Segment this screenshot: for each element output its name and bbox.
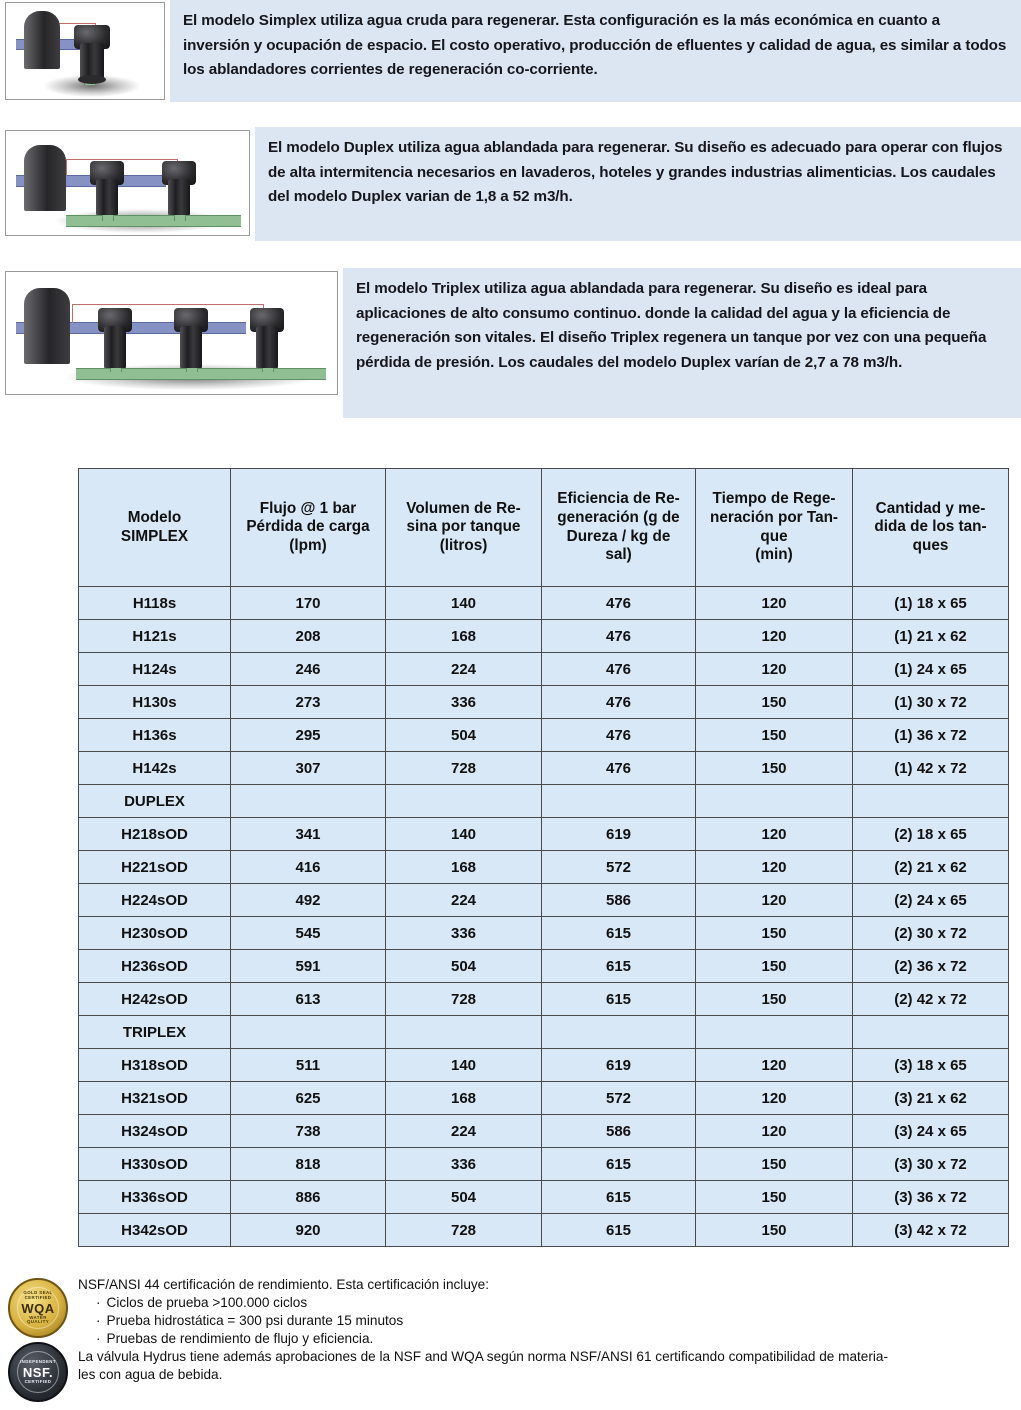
table-empty-cell [231, 785, 386, 818]
table-cell: 168 [386, 1082, 542, 1115]
table-cell-model: H242sOD [79, 983, 231, 1016]
column-header-model: Modelo SIMPLEX [79, 469, 231, 587]
table-cell-model: H321sOD [79, 1082, 231, 1115]
table-cell: 170 [231, 587, 386, 620]
tank-base [78, 75, 106, 84]
table-row [79, 1148, 1009, 1181]
table-cell: 476 [542, 587, 696, 620]
table-cell: (2) 42 x 72 [853, 983, 1009, 1016]
table-cell: 476 [542, 686, 696, 719]
table-cell: 120 [696, 1049, 853, 1082]
table-row [79, 818, 1009, 851]
table-empty-cell [231, 1016, 386, 1049]
table-cell: (2) 30 x 72 [853, 917, 1009, 950]
table-cell: 336 [386, 1148, 542, 1181]
resin-tank-1 [104, 326, 126, 368]
table-cell-model: H221sOD [79, 851, 231, 884]
specifications-table-container [78, 468, 1008, 1247]
table-cell: 625 [231, 1082, 386, 1115]
table-empty-cell [853, 1016, 1009, 1049]
table-empty-cell [542, 1016, 696, 1049]
table-cell: 224 [386, 653, 542, 686]
certification-bullet-3: · Pruebas de rendimiento de flujo y eficiencia. [96, 1331, 374, 1347]
table-cell-model: H142s [79, 752, 231, 785]
table-cell: 150 [696, 686, 853, 719]
table-cell: (2) 36 x 72 [853, 950, 1009, 983]
table-cell: 615 [542, 917, 696, 950]
table-cell: 168 [386, 620, 542, 653]
certification-closing-line-2: les con agua de bebida. [78, 1367, 223, 1383]
table-cell: (1) 30 x 72 [853, 686, 1009, 719]
table-cell: 476 [542, 719, 696, 752]
table-row [79, 587, 1009, 620]
certification-footer [0, 1276, 1021, 1406]
table-cell: 150 [696, 1214, 853, 1247]
simplex-description: El modelo Simplex utiliza agua cruda para regenerar. Esta configuración es la más económica en cuanto a inversión y ocupación de espacio. El costo operativo, producción de efluentes y calidad de agua, es similar a todos los ablandadores corrientes de regeneración co-corriente. [170, 0, 1021, 102]
table-cell: 336 [386, 917, 542, 950]
table-cell: 619 [542, 1049, 696, 1082]
certification-text [78, 1276, 1008, 1384]
duplex-description: El modelo Duplex utiliza agua ablandada para regenerar. Su diseño es adecuado para operar con flujos de alta intermitencia necesarios en lavaderos, hoteles y grandes industrias alimenticias. Los caudales del modelo Duplex varian de 1,8 a 52 m3/h. [255, 127, 1021, 241]
table-empty-cell [696, 1016, 853, 1049]
table-cell: 120 [696, 587, 853, 620]
column-header-regeneration-time: Tiempo de Rege- neración por Tan- que (min) [696, 469, 853, 587]
table-cell: 476 [542, 752, 696, 785]
table-cell: 591 [231, 950, 386, 983]
table-cell: 224 [386, 1115, 542, 1148]
table-cell-model: H318sOD [79, 1049, 231, 1082]
table-cell: (2) 18 x 65 [853, 818, 1009, 851]
table-cell: 738 [231, 1115, 386, 1148]
table-cell-model: H330sOD [79, 1148, 231, 1181]
simplex-illustration-canvas [6, 3, 164, 99]
table-cell: 615 [542, 1214, 696, 1247]
table-cell: 572 [542, 1082, 696, 1115]
table-cell: 208 [231, 620, 386, 653]
table-cell: 150 [696, 950, 853, 983]
table-cell: 120 [696, 1115, 853, 1148]
table-group-label: DUPLEX [79, 785, 231, 818]
table-cell: 273 [231, 686, 386, 719]
table-header [79, 469, 1009, 587]
table-cell-model: H218sOD [79, 818, 231, 851]
table-cell: (3) 24 x 65 [853, 1115, 1009, 1148]
nsf-certified-seal-icon: INDEPENDENT NSF. CERTIFIED [8, 1342, 68, 1402]
table-cell: 728 [386, 1214, 542, 1247]
table-group-row [79, 785, 1009, 818]
brine-tank [24, 145, 66, 211]
table-row [79, 1214, 1009, 1247]
table-cell: 120 [696, 653, 853, 686]
table-row [79, 917, 1009, 950]
table-cell: 728 [386, 752, 542, 785]
table-row [79, 620, 1009, 653]
table-cell: 613 [231, 983, 386, 1016]
certification-bullet-2: · Prueba hidrostática = 300 psi durante 15 minutos [96, 1313, 404, 1329]
resin-tank-3 [256, 326, 278, 368]
certification-bullet-1: · Ciclos de prueba >100.000 ciclos [96, 1295, 308, 1311]
triplex-softener-illustration [5, 271, 338, 395]
intro-block-triplex [0, 268, 1021, 418]
table-cell-model: H130s [79, 686, 231, 719]
table-cell-model: H118s [79, 587, 231, 620]
table-cell: 511 [231, 1049, 386, 1082]
triplex-illustration-canvas [6, 272, 337, 394]
column-header-tank-quantity-size: Cantidad y me- dida de los tan- ques [853, 469, 1009, 587]
table-row [79, 983, 1009, 1016]
table-empty-cell [696, 785, 853, 818]
table-cell: 586 [542, 884, 696, 917]
table-cell: (3) 42 x 72 [853, 1214, 1009, 1247]
table-cell-model: H224sOD [79, 884, 231, 917]
table-cell-model: H121s [79, 620, 231, 653]
table-header-row [79, 469, 1009, 587]
table-cell-model: H324sOD [79, 1115, 231, 1148]
resin-tank-2 [180, 326, 202, 368]
table-cell: 615 [542, 1148, 696, 1181]
table-cell: 416 [231, 851, 386, 884]
table-cell: 120 [696, 884, 853, 917]
table-row [79, 1082, 1009, 1115]
table-row [79, 1115, 1009, 1148]
certification-seals [8, 1278, 72, 1406]
table-body [79, 587, 1009, 1247]
table-cell: 619 [542, 818, 696, 851]
table-cell: (1) 24 x 65 [853, 653, 1009, 686]
table-cell: 140 [386, 1049, 542, 1082]
table-cell-model: H342sOD [79, 1214, 231, 1247]
table-group-label: TRIPLEX [79, 1016, 231, 1049]
brine-tank [24, 11, 60, 69]
resin-tank-2 [168, 179, 190, 215]
table-cell: 545 [231, 917, 386, 950]
table-row [79, 752, 1009, 785]
table-row [79, 950, 1009, 983]
table-cell: 341 [231, 818, 386, 851]
column-header-flow: Flujo @ 1 bar Pérdida de carga (lpm) [231, 469, 386, 587]
table-row [79, 653, 1009, 686]
table-cell: 476 [542, 620, 696, 653]
table-cell: 150 [696, 719, 853, 752]
table-cell: 504 [386, 1181, 542, 1214]
outlet-header [66, 215, 241, 227]
table-cell-model: H124s [79, 653, 231, 686]
table-cell: (1) 36 x 72 [853, 719, 1009, 752]
table-empty-cell [542, 785, 696, 818]
table-cell: 150 [696, 983, 853, 1016]
table-cell: (1) 18 x 65 [853, 587, 1009, 620]
table-cell: 818 [231, 1148, 386, 1181]
table-cell: 150 [696, 1181, 853, 1214]
table-row [79, 1181, 1009, 1214]
column-header-resin-volume: Volumen de Re- sina por tanque (litros) [386, 469, 542, 587]
table-cell: 728 [386, 983, 542, 1016]
table-empty-cell [386, 785, 542, 818]
table-cell: 150 [696, 752, 853, 785]
table-cell: 615 [542, 983, 696, 1016]
table-cell: 492 [231, 884, 386, 917]
table-cell: (2) 21 x 62 [853, 851, 1009, 884]
table-cell: (1) 42 x 72 [853, 752, 1009, 785]
table-cell: 120 [696, 818, 853, 851]
table-cell: 586 [542, 1115, 696, 1148]
wqa-gold-seal-icon: GOLD SEAL CERTIFIED WQA WATER QUALITY [8, 1278, 68, 1338]
specifications-table [78, 468, 1009, 1247]
intro-block-simplex [0, 0, 1021, 102]
table-cell: (3) 18 x 65 [853, 1049, 1009, 1082]
table-cell: 120 [696, 1082, 853, 1115]
intro-block-duplex [0, 127, 1021, 241]
table-cell: 140 [386, 818, 542, 851]
duplex-illustration-canvas [6, 131, 249, 235]
table-cell: 504 [386, 950, 542, 983]
table-cell: 224 [386, 884, 542, 917]
table-cell: (2) 24 x 65 [853, 884, 1009, 917]
table-cell: 246 [231, 653, 386, 686]
table-cell-model: H136s [79, 719, 231, 752]
table-cell: 886 [231, 1181, 386, 1214]
table-row [79, 686, 1009, 719]
table-cell: 307 [231, 752, 386, 785]
table-cell: 150 [696, 1148, 853, 1181]
table-cell: 150 [696, 917, 853, 950]
table-cell: 168 [386, 851, 542, 884]
table-cell: 336 [386, 686, 542, 719]
table-row [79, 719, 1009, 752]
table-cell-model: H336sOD [79, 1181, 231, 1214]
table-empty-cell [853, 785, 1009, 818]
table-cell: 504 [386, 719, 542, 752]
table-cell: (3) 36 x 72 [853, 1181, 1009, 1214]
table-cell: 295 [231, 719, 386, 752]
simplex-softener-illustration [5, 2, 165, 100]
table-cell: 476 [542, 653, 696, 686]
triplex-description: El modelo Triplex utiliza agua ablandada para regenerar. Su diseño es ideal para aplicaciones de alto consumo continuo. donde la calidad del agua y la eficiencia de regeneración son vitales. El diseño Triplex regenera un tanque por vez con una pequeña pérdida de presión. Los caudales del modelo Duplex varían de 2,7 a 78 m3/h. [343, 268, 1021, 418]
table-cell: (3) 30 x 72 [853, 1148, 1009, 1181]
certification-closing-line-1: La válvula Hydrus tiene además aprobaciones de la NSF and WQA según norma NSF/ANSI 61 certificando compatibilidad de materia- [78, 1349, 888, 1365]
table-cell-model: H236sOD [79, 950, 231, 983]
table-cell: 120 [696, 851, 853, 884]
table-cell: 920 [231, 1214, 386, 1247]
duplex-softener-illustration [5, 130, 250, 236]
table-cell: 572 [542, 851, 696, 884]
certification-intro: NSF/ANSI 44 certificación de rendimiento. Esta certificación incluye: [78, 1277, 490, 1292]
table-cell-model: H230sOD [79, 917, 231, 950]
table-cell: 615 [542, 950, 696, 983]
table-group-row [79, 1016, 1009, 1049]
column-header-regeneration-efficiency: Eficiencia de Re- generación (g de Dureza / kg de sal) [542, 469, 696, 587]
table-cell: 140 [386, 587, 542, 620]
table-empty-cell [386, 1016, 542, 1049]
brine-tank [24, 288, 70, 364]
table-row [79, 851, 1009, 884]
resin-tank [80, 43, 104, 79]
table-cell: 120 [696, 620, 853, 653]
table-cell: (1) 21 x 62 [853, 620, 1009, 653]
table-cell: 615 [542, 1181, 696, 1214]
resin-tank-1 [96, 179, 118, 215]
table-row [79, 884, 1009, 917]
table-row [79, 1049, 1009, 1082]
table-cell: (3) 21 x 62 [853, 1082, 1009, 1115]
